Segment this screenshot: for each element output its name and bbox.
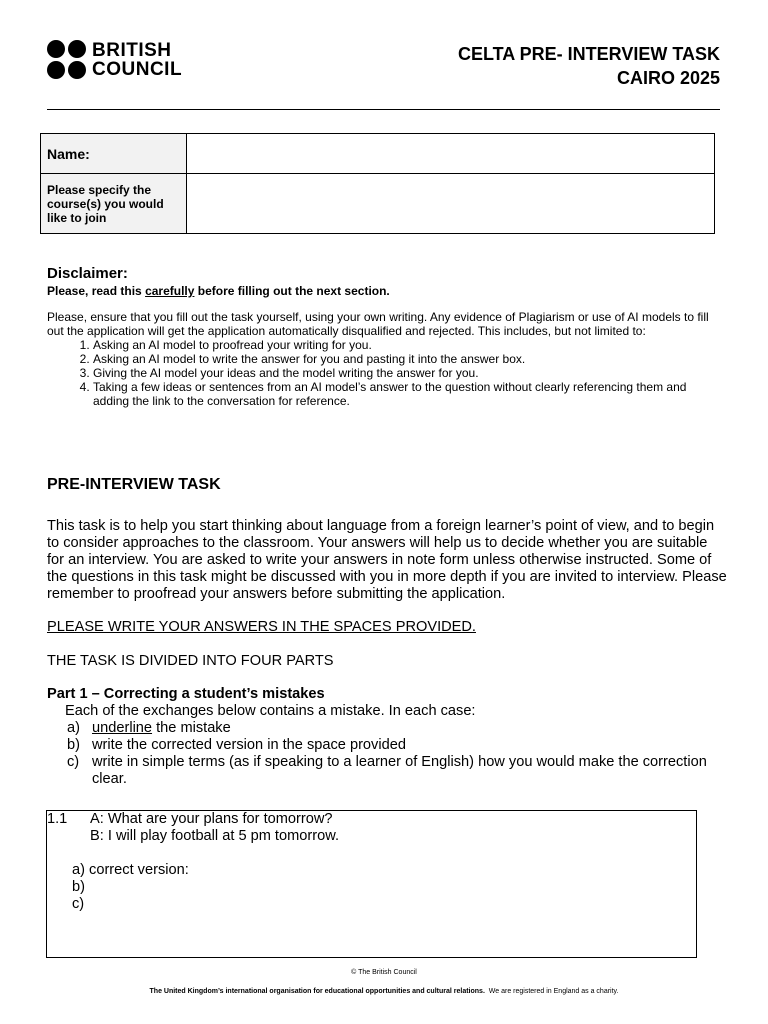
list-item: a) underline the mistake xyxy=(67,720,231,736)
name-field[interactable] xyxy=(187,134,715,174)
logo-dots-icon xyxy=(47,40,86,79)
part1-steps xyxy=(47,720,727,788)
question-number: 1.1 xyxy=(47,811,68,827)
title-line-1: CELTA PRE- INTERVIEW TASK xyxy=(457,44,720,64)
footer-copyright: © The British Council xyxy=(351,969,417,976)
header-divider xyxy=(47,109,720,110)
british-council-logo xyxy=(47,40,182,79)
footer-tagline: The United Kingdom’s international organisation for educational opportunities and cultural relations. We are registered in England as a charity. xyxy=(149,988,619,995)
logo-text: BRITISH COUNCIL xyxy=(92,39,183,80)
disclaimer-section xyxy=(47,265,717,408)
write-instruction: PLEASE WRITE YOUR ANSWERS IN THE SPACES PROVIDED. xyxy=(47,619,476,635)
question-line-a: A: What are your plans for tomorrow? xyxy=(90,811,333,827)
question-line-b: B: I will play football at 5 pm tomorrow. xyxy=(90,828,340,844)
applicant-info-table xyxy=(40,133,715,234)
list-item: 3. Giving the AI model your ideas and the model writing the answer for you. xyxy=(93,366,717,380)
name-label: Name: xyxy=(41,134,187,174)
task-divided-note: THE TASK IS DIVIDED INTO FOUR PARTS xyxy=(47,653,334,669)
part1-lead: Each of the exchanges below contains a mistake. In each case: xyxy=(65,703,476,719)
course-field[interactable] xyxy=(187,174,715,234)
task-intro: This task is to help you start thinking about language from a foreign learner’s point of view, and to begin to consider approaches to the classroom. Your answers will help us to decide whether you are suitable for an interview. You are asked to write your answers in note form unless otherwise instructed. Some of the questions in this task might be discussed with you in more depth if you are invited to interview. Please remember to proofread your answers before submitting the application. xyxy=(47,518,727,602)
list-item: b) write the corrected version in the space provided xyxy=(67,737,406,753)
disclaimer-paragraph: Please, ensure that you fill out the task yourself, using your own writing. Any evidence of Plagiarism or use of AI models to fill out the application will get the application automatically disqualified and rejected. This includes, but not limited to: xyxy=(47,310,709,338)
document-title xyxy=(458,42,720,90)
list-item: c) write in simple terms (as if speaking to a learner of English) how you would make the correction clear. xyxy=(67,754,707,787)
disclaimer-list xyxy=(47,338,717,408)
title-line-2: CAIRO 2025 xyxy=(616,68,720,88)
question-1-1-answer-box[interactable] xyxy=(46,810,697,958)
answer-b-label: b) xyxy=(72,879,85,895)
part1-title: Part 1 – Correcting a student’s mistakes xyxy=(47,686,325,702)
answer-a-label: a) correct version: xyxy=(72,862,189,878)
task-title: PRE-INTERVIEW TASK xyxy=(47,476,221,493)
course-label: Please specify the course(s) you would like to join xyxy=(41,174,187,234)
disclaimer-title: Disclaimer: xyxy=(47,265,128,282)
answer-prompts xyxy=(47,862,696,913)
list-item: 2. Asking an AI model to write the answer for you and pasting it into the answer box. xyxy=(93,352,717,366)
list-item: 1. Asking an AI model to proofread your writing for you. xyxy=(93,338,717,352)
list-item: 4. Taking a few ideas or sentences from an AI model’s answer to the question without clearly referencing them and adding the link to the conversation for reference. xyxy=(93,380,717,408)
answer-c-label: c) xyxy=(72,896,85,912)
disclaimer-subtitle: Please, read this carefully before filling out the next section. xyxy=(47,284,390,298)
part1-section xyxy=(47,686,727,788)
